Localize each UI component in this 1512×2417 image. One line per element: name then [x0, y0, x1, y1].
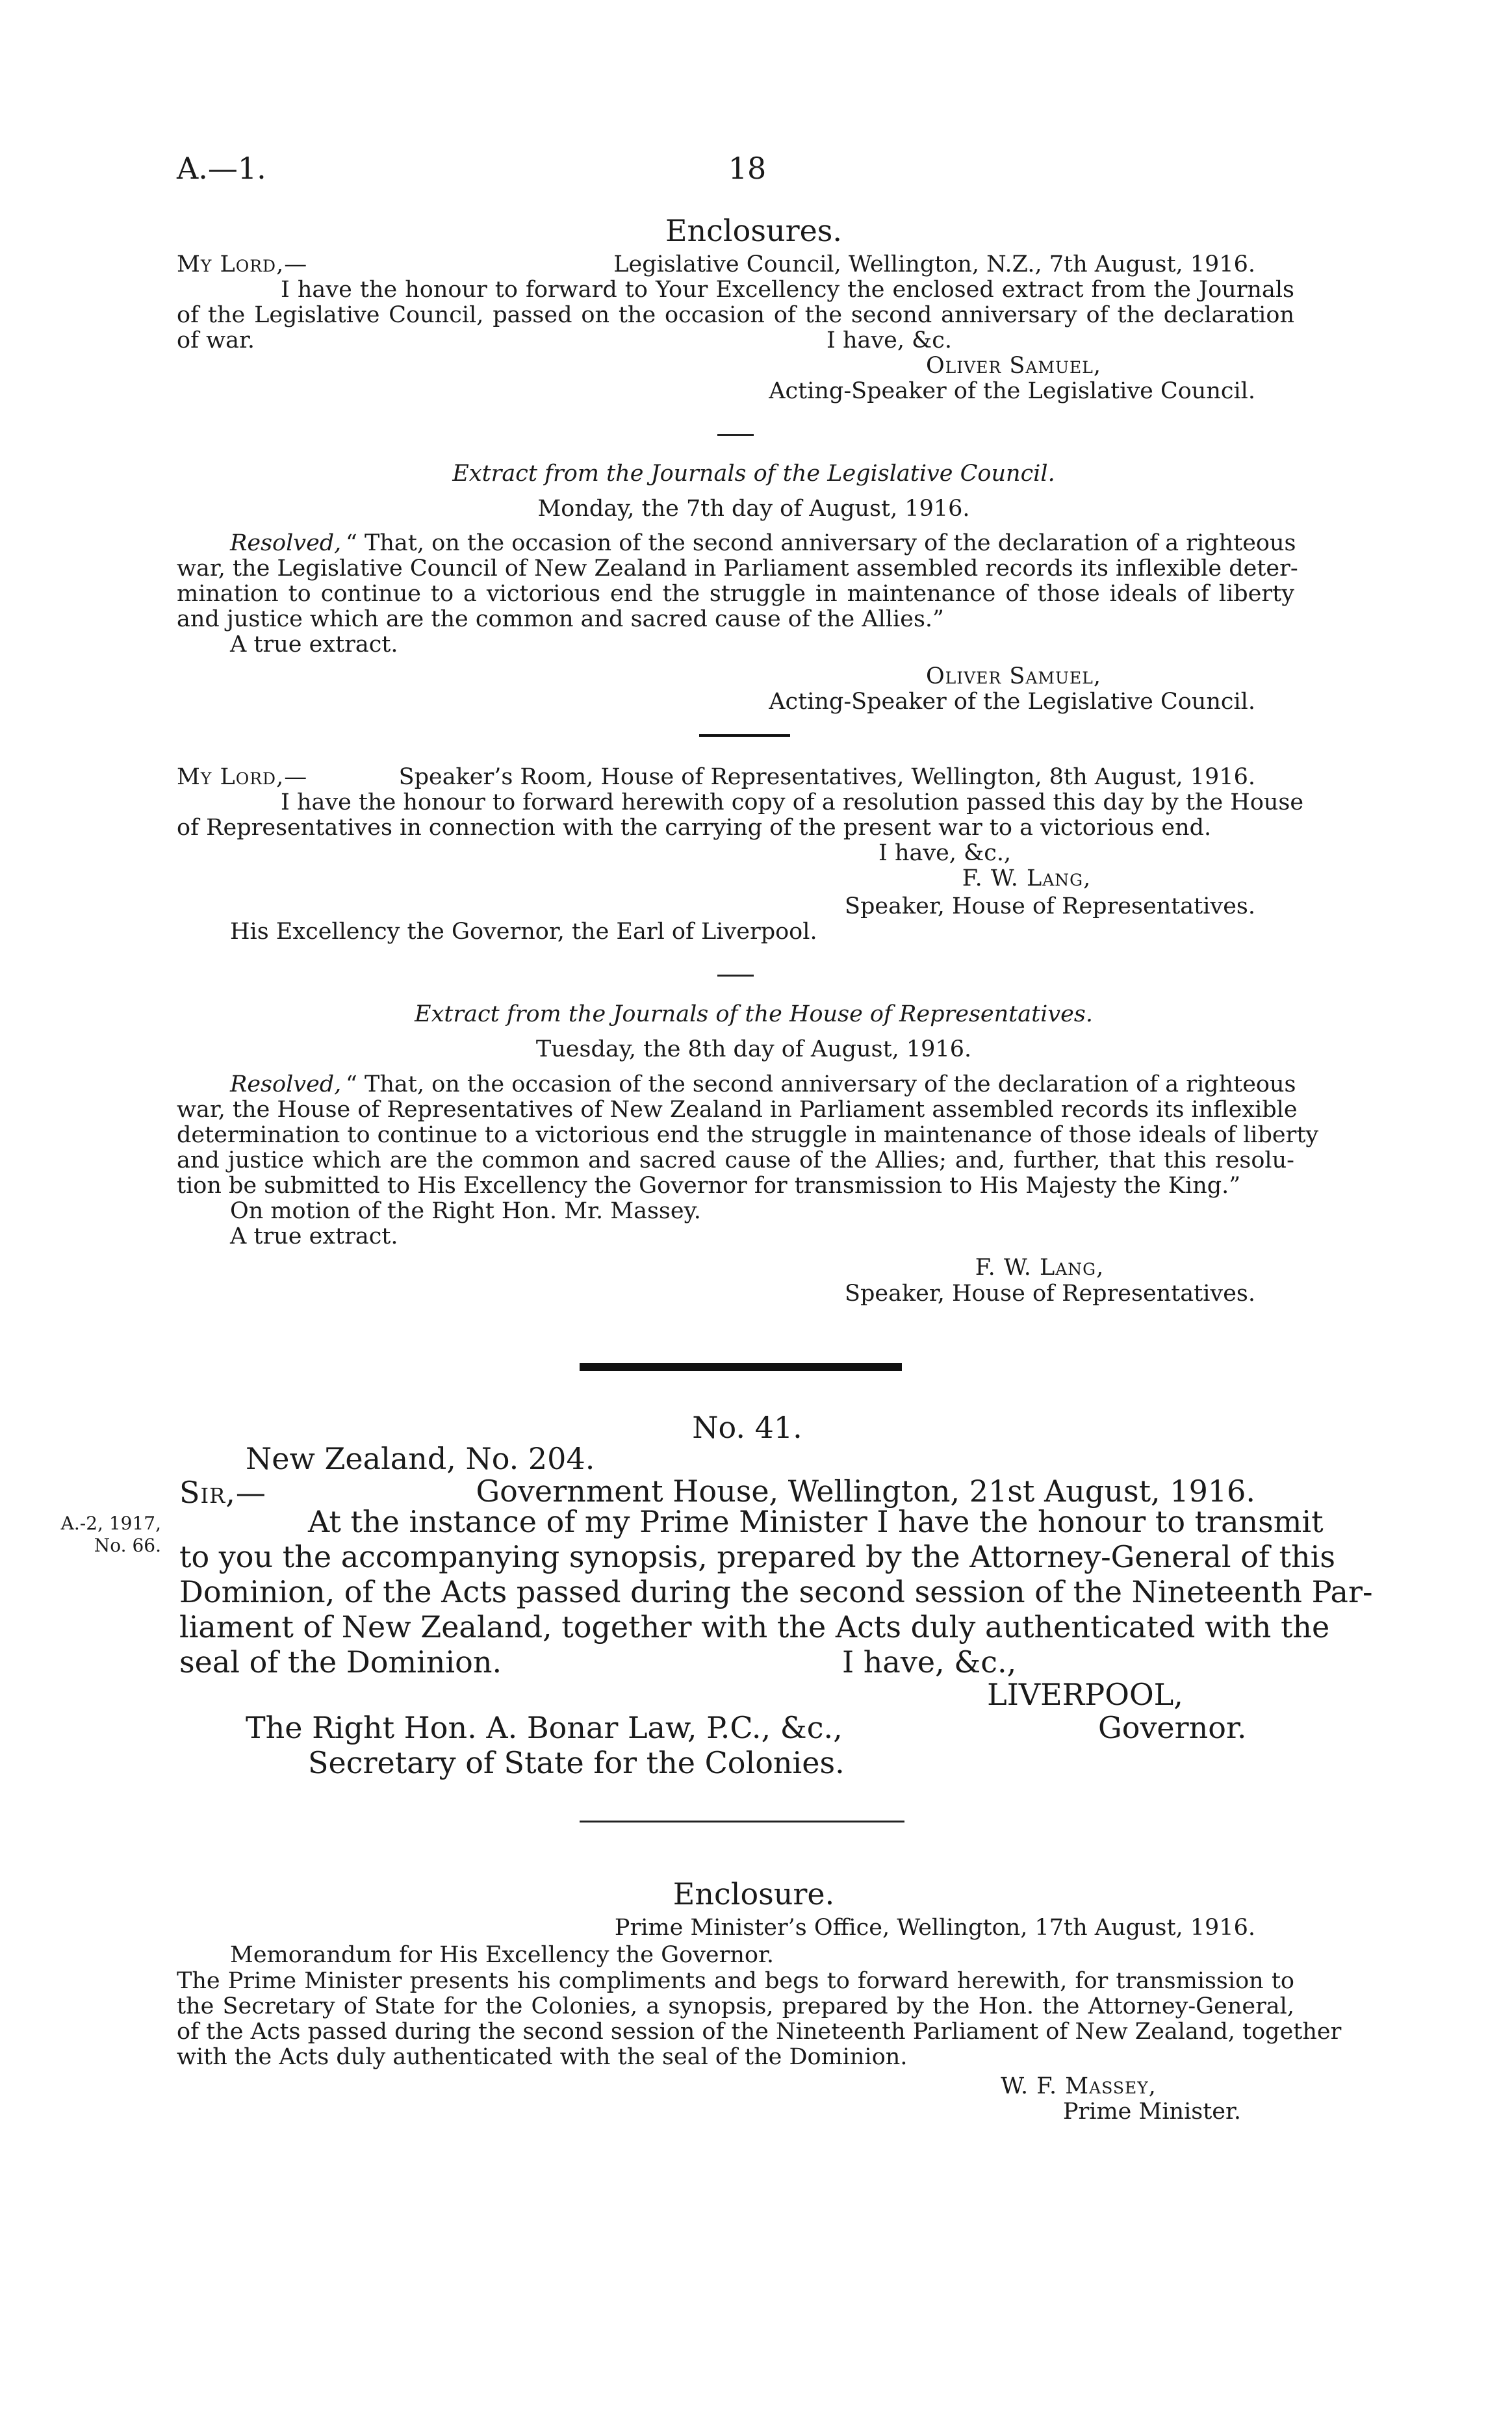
document-reference: A.—1. — [177, 151, 266, 186]
memorandum-title: Memorandum for His Excellency the Governor. — [230, 1942, 774, 1968]
letter1-signatory: Oliver Samuel, — [925, 353, 1102, 379]
despatch-body-line: seal of the Dominion. — [179, 1644, 502, 1680]
extract1-signatory-title: Acting-Speaker of the Legislative Council. — [769, 689, 1255, 715]
enclosures-heading: Enclosures. — [665, 213, 843, 248]
despatch-signatory-title: Governor. — [1098, 1710, 1247, 1745]
extract2-true-extract: A true extract. — [230, 1223, 398, 1249]
despatch-addressee: The Right Hon. A. Bonar Law, P.C., &c., — [246, 1710, 843, 1745]
letter1-body-line: I have the honour to forward to Your Excellency the enclosed extract from the Journals — [281, 277, 1294, 303]
extract1-signatory: Oliver Samuel, — [925, 663, 1102, 689]
letter1-signatory-title: Acting-Speaker of the Legislative Council. — [769, 378, 1255, 404]
enclosure-heading: Enclosure. — [673, 1876, 835, 1912]
extract2-signatory: F. W. Lang, — [975, 1255, 1105, 1281]
extract2-text-line: determination to continue to a victorious end the struggle in maintenance of those ideals of liberty — [177, 1122, 1319, 1148]
despatch-addressee: Secretary of State for the Colonies. — [308, 1745, 845, 1780]
letter2-signatory: F. W. Lang, — [962, 865, 1092, 891]
extract1-true-extract: A true extract. — [230, 632, 398, 658]
letter2-closing: I have, &c., — [878, 840, 1012, 866]
letter1-salutation: My Lord,— — [177, 251, 308, 277]
page-number: 18 — [728, 151, 767, 186]
extract1-text-line: “ That, on the occasion of the second anniversary of the declaration of a righteous — [346, 530, 1296, 556]
letter2-signatory-title: Speaker, House of Representatives. — [845, 893, 1255, 919]
despatch-body-line: Dominion, of the Acts passed during the second session of the Nineteenth Par- — [179, 1574, 1373, 1609]
memorandum-text-line: The Prime Minister presents his compliments and begs to forward herewith, for transmission to — [177, 1968, 1294, 1994]
letter1-closing: I have, &c. — [826, 327, 952, 353]
margin-reference-line: A.-2, 1917, — [60, 1513, 161, 1534]
letter1-body-line: of war. — [177, 327, 255, 353]
extract1-date: Monday, the 7th day of August, 1916. — [537, 496, 970, 522]
extract1-heading: Extract from the Journals of the Legislative Council. — [452, 461, 1055, 487]
extract1-resolved-label: Resolved, — [230, 530, 342, 556]
margin-reference-line: No. 66. — [94, 1535, 161, 1556]
memorandum-signatory-title: Prime Minister. — [1063, 2099, 1242, 2125]
enclosure-place-date: Prime Minister’s Office, Wellington, 17th August, 1916. — [614, 1915, 1255, 1941]
extract1-text-line: war, the Legislative Council of New Zealand in Parliament assembled records its inflexible deter- — [177, 556, 1298, 582]
section-divider — [580, 1821, 904, 1822]
despatch-closing: I have, &c., — [842, 1644, 1017, 1680]
extract2-text-line: “ That, on the occasion of the second anniversary of the declaration of a righteous — [346, 1071, 1296, 1097]
despatch-place-date: Government House, Wellington, 21st August, 1916. — [476, 1474, 1255, 1509]
section-divider — [699, 734, 790, 737]
extract2-date: Tuesday, the 8th day of August, 1916. — [535, 1036, 972, 1062]
despatch-body-line: liament of New Zealand, together with the Acts duly authenticated with the — [179, 1609, 1330, 1644]
memorandum-text-line: of the Acts passed during the second session of the Nineteenth Parliament of New Zealand, together — [177, 2019, 1342, 2045]
extract2-motion: On motion of the Right Hon. Mr. Massey. — [230, 1198, 701, 1224]
letter1-body-line: of the Legislative Council, passed on the occasion of the second anniversary of the declaration — [177, 302, 1294, 328]
extract2-text-line: and justice which are the common and sacred cause of the Allies; and, further, that this resolu- — [177, 1147, 1294, 1173]
despatch-number: No. 41. — [692, 1410, 802, 1445]
despatch-body-line: At the instance of my Prime Minister I have the honour to transmit — [308, 1504, 1324, 1539]
letter2-body-line: I have the honour to forward herewith copy of a resolution passed this day by the House — [281, 789, 1304, 815]
memorandum-text-line: with the Acts duly authenticated with the seal of the Dominion. — [177, 2044, 908, 2070]
despatch-body-line: to you the accompanying synopsis, prepared by the Attorney-General of this — [179, 1539, 1335, 1574]
letter2-body-line: of Representatives in connection with the carrying of the present war to a victorious end. — [177, 815, 1212, 841]
section-divider — [717, 975, 754, 977]
letter2-place-date: Speaker’s Room, House of Representatives, Wellington, 8th August, 1916. — [398, 764, 1255, 790]
memorandum-signatory: W. F. Massey, — [1001, 2073, 1157, 2099]
extract2-text-line: tion be submitted to His Excellency the Governor for transmission to His Majesty the King.” — [177, 1173, 1241, 1199]
letter2-salutation: My Lord,— — [177, 764, 308, 790]
extract2-resolved-label: Resolved, — [230, 1071, 342, 1097]
extract1-text-line: and justice which are the common and sacred cause of the Allies.” — [177, 606, 944, 632]
extract1-text-line: mination to continue to a victorious end the struggle in maintenance of those ideals of liberty — [177, 581, 1294, 607]
despatch-signatory: LIVERPOOL, — [987, 1677, 1183, 1712]
extract2-text-line: war, the House of Representatives of New Zealand in Parliament assembled records its inflexible — [177, 1097, 1298, 1123]
letter2-addressee: His Excellency the Governor, the Earl of Liverpool. — [230, 919, 817, 945]
extract2-signatory-title: Speaker, House of Representatives. — [845, 1281, 1255, 1307]
memorandum-text-line: the Secretary of State for the Colonies, a synopsis, prepared by the Hon. the Attorney-General, — [177, 1993, 1294, 2019]
section-divider-heavy — [580, 1363, 902, 1371]
margin-reference — [12, 1513, 161, 1557]
extract2-heading: Extract from the Journals of the House of Representatives. — [415, 1001, 1093, 1027]
despatch-salutation: Sir,— — [179, 1475, 266, 1510]
letter1-place-date: Legislative Council, Wellington, N.Z., 7th August, 1916. — [613, 251, 1255, 277]
despatch-series: New Zealand, No. 204. — [246, 1441, 595, 1476]
section-divider — [717, 434, 754, 436]
